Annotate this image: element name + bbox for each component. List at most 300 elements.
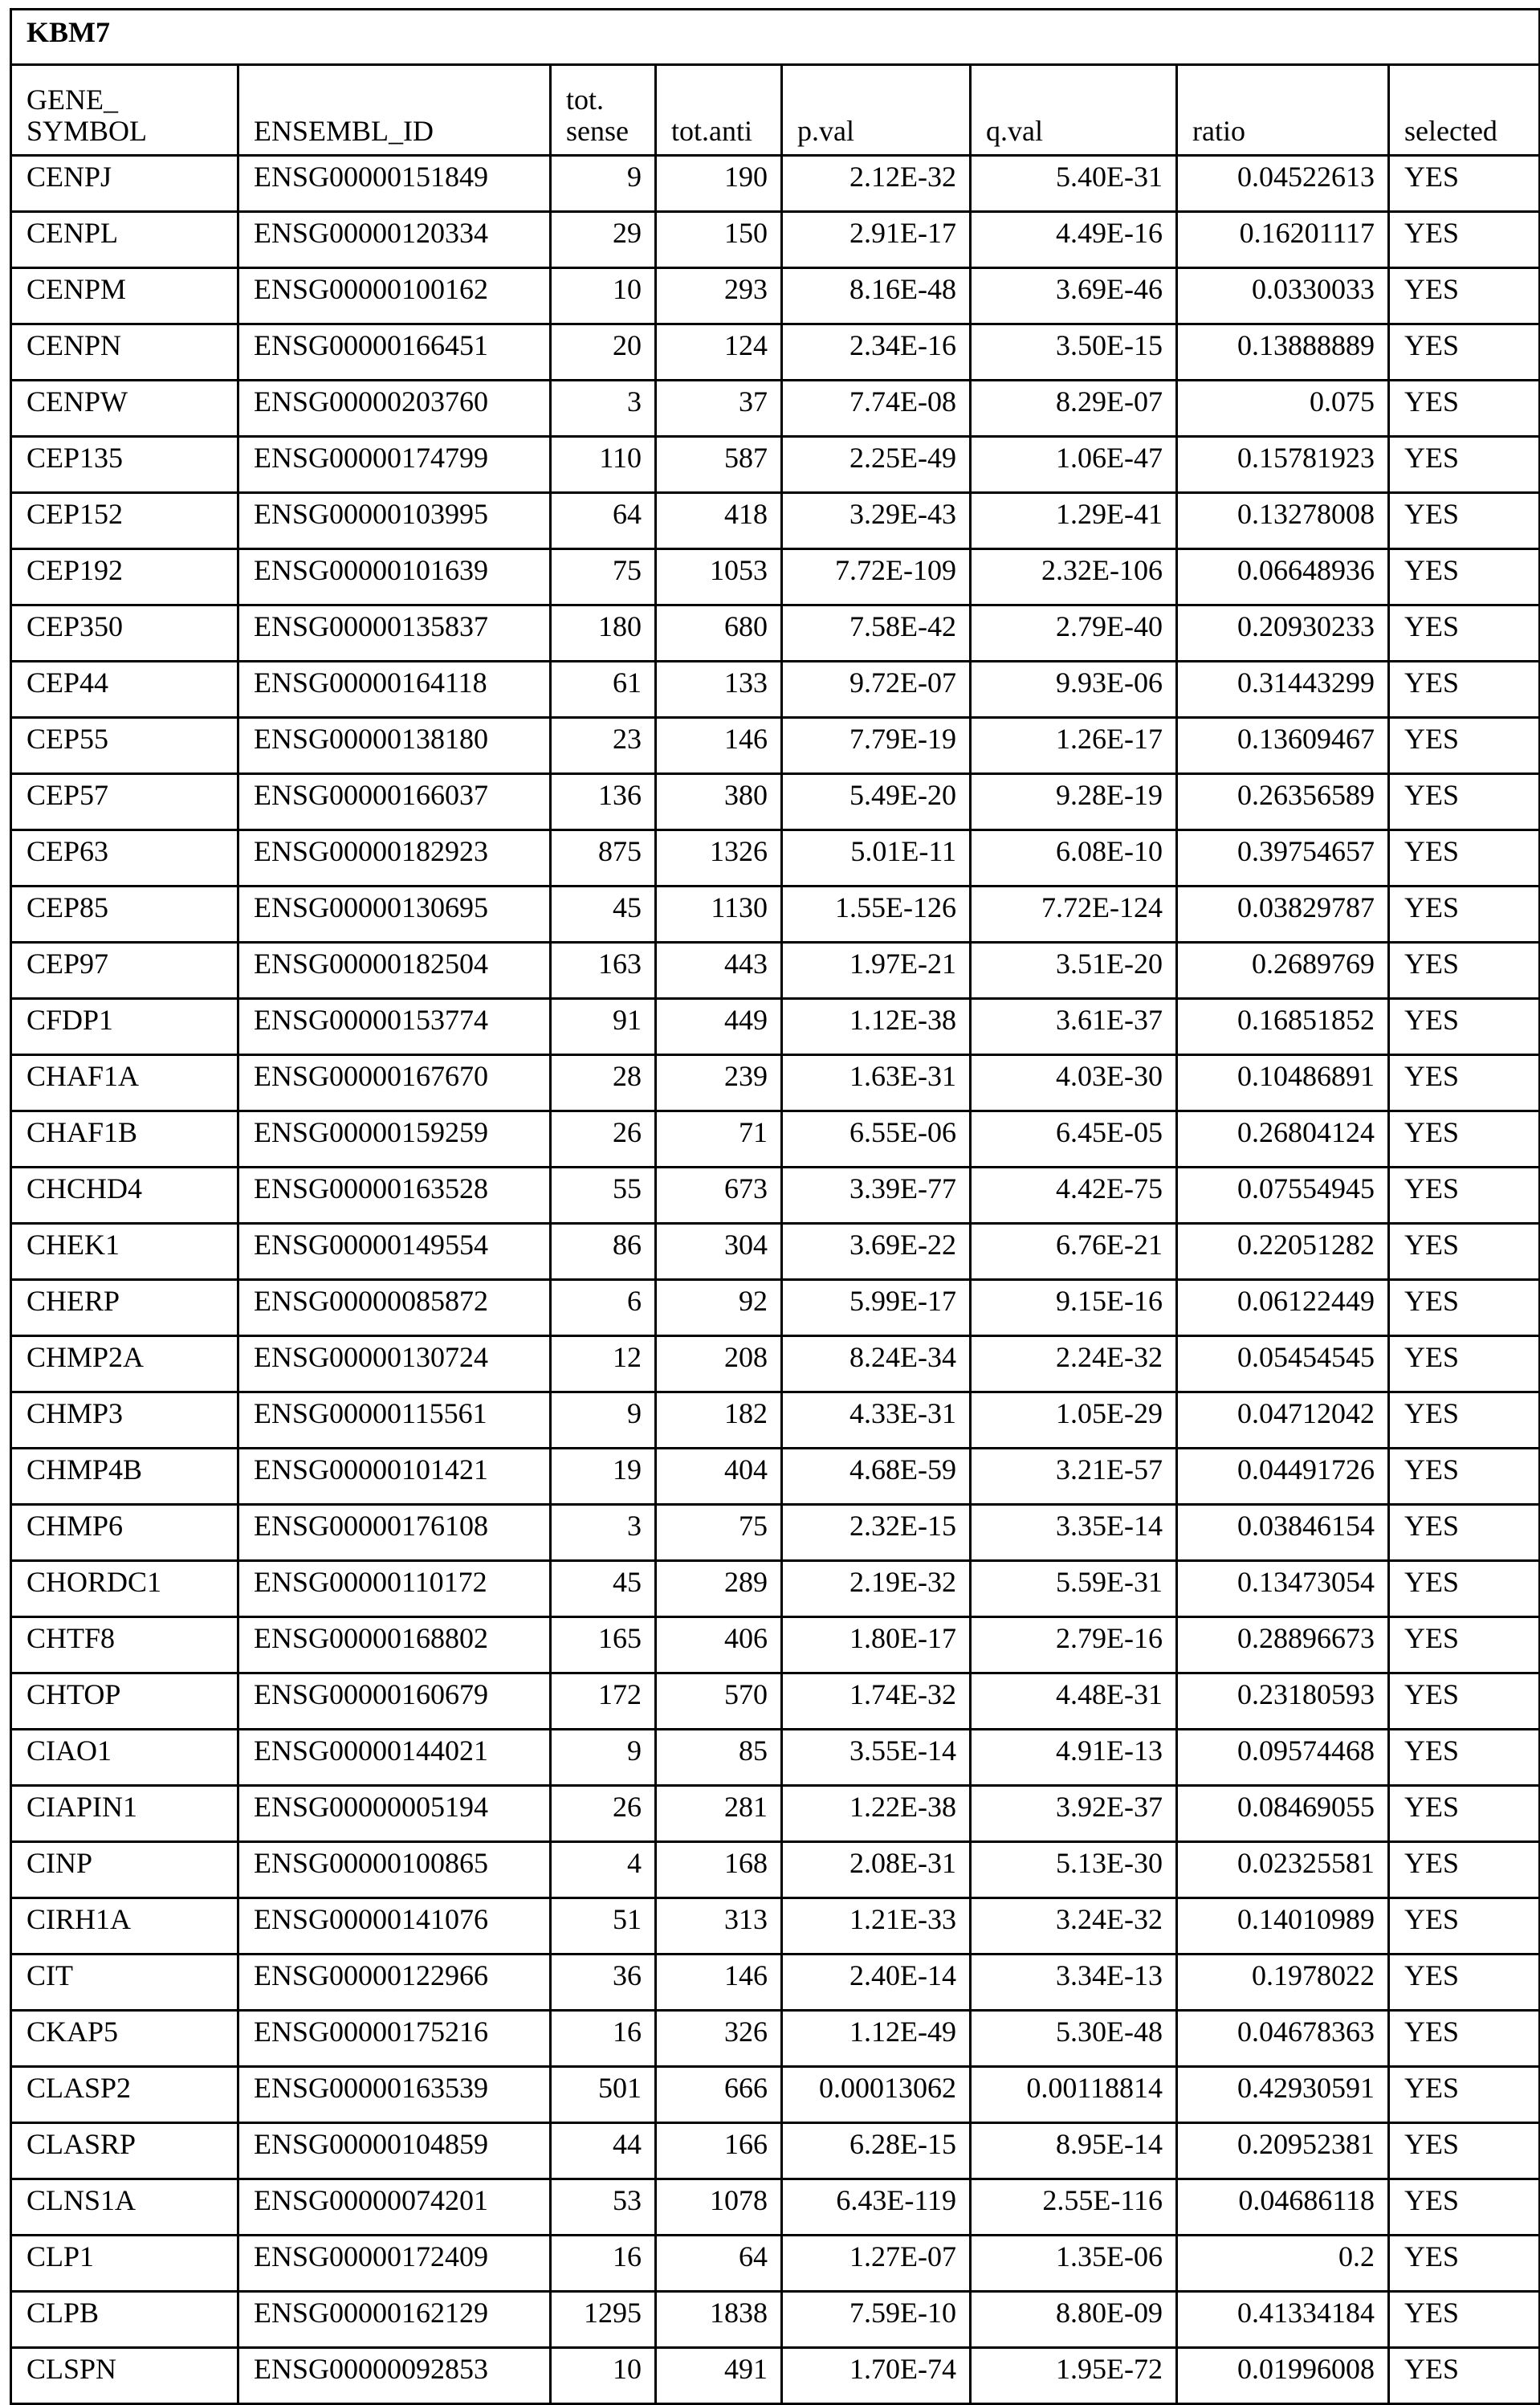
cell-p-val: 6.43E-119	[782, 2179, 971, 2236]
cell-ratio: 0.06122449	[1177, 1280, 1389, 1336]
column-header-tot-sense: tot. sense	[551, 65, 656, 156]
cell-tot-anti: 313	[656, 1898, 782, 1955]
cell-tot-anti: 491	[656, 2348, 782, 2404]
cell-ratio: 0.13888889	[1177, 324, 1389, 381]
cell-selected: YES	[1389, 1392, 1540, 1449]
cell-p-val: 9.72E-07	[782, 662, 971, 718]
cell-ensembl-id: ENSG00000100162	[238, 268, 551, 324]
cell-q-val: 3.51E-20	[971, 943, 1177, 999]
cell-tot-anti: 146	[656, 1955, 782, 2011]
cell-p-val: 2.32E-15	[782, 1505, 971, 1561]
cell-tot-sense: 163	[551, 943, 656, 999]
table-row	[11, 381, 1540, 437]
cell-tot-sense: 75	[551, 549, 656, 605]
cell-tot-sense: 136	[551, 774, 656, 830]
cell-selected: YES	[1389, 1111, 1540, 1168]
cell-p-val: 7.74E-08	[782, 381, 971, 437]
cell-selected: YES	[1389, 2123, 1540, 2179]
cell-ratio: 0.1978022	[1177, 1955, 1389, 2011]
cell-gene-symbol: CHORDC1	[11, 1561, 238, 1617]
cell-p-val: 4.68E-59	[782, 1449, 971, 1505]
cell-ensembl-id: ENSG00000101421	[238, 1449, 551, 1505]
cell-ratio: 0.2689769	[1177, 943, 1389, 999]
cell-ensembl-id: ENSG00000141076	[238, 1898, 551, 1955]
cell-ensembl-id: ENSG00000174799	[238, 437, 551, 493]
table-row	[11, 1224, 1540, 1280]
cell-gene-symbol: CEP97	[11, 943, 238, 999]
cell-p-val: 1.55E-126	[782, 887, 971, 943]
cell-tot-anti: 304	[656, 1224, 782, 1280]
cell-selected: YES	[1389, 1955, 1540, 2011]
cell-tot-sense: 12	[551, 1336, 656, 1392]
cell-tot-anti: 37	[656, 381, 782, 437]
table-row	[11, 830, 1540, 887]
cell-selected: YES	[1389, 1673, 1540, 1730]
cell-selected: YES	[1389, 1561, 1540, 1617]
cell-q-val: 4.48E-31	[971, 1673, 1177, 1730]
cell-ratio: 0.04522613	[1177, 156, 1389, 212]
cell-ratio: 0.15781923	[1177, 437, 1389, 493]
cell-selected: YES	[1389, 718, 1540, 774]
cell-ratio: 0.26356589	[1177, 774, 1389, 830]
cell-ensembl-id: ENSG00000166037	[238, 774, 551, 830]
cell-tot-anti: 133	[656, 662, 782, 718]
cell-selected: YES	[1389, 662, 1540, 718]
cell-ratio: 0.04678363	[1177, 2011, 1389, 2067]
cell-gene-symbol: CEP55	[11, 718, 238, 774]
cell-selected: YES	[1389, 999, 1540, 1055]
cell-q-val: 9.93E-06	[971, 662, 1177, 718]
cell-selected: YES	[1389, 1055, 1540, 1111]
cell-q-val: 5.30E-48	[971, 2011, 1177, 2067]
cell-ratio: 0.13473054	[1177, 1561, 1389, 1617]
cell-tot-sense: 16	[551, 2011, 656, 2067]
cell-q-val: 3.35E-14	[971, 1505, 1177, 1561]
cell-selected: YES	[1389, 1336, 1540, 1392]
cell-tot-sense: 51	[551, 1898, 656, 1955]
cell-p-val: 1.12E-49	[782, 2011, 971, 2067]
cell-tot-sense: 61	[551, 662, 656, 718]
cell-ensembl-id: ENSG00000168802	[238, 1617, 551, 1673]
cell-p-val: 3.29E-43	[782, 493, 971, 549]
cell-ratio: 0.075	[1177, 381, 1389, 437]
cell-tot-sense: 501	[551, 2067, 656, 2123]
cell-q-val: 0.00118814	[971, 2067, 1177, 2123]
cell-tot-sense: 3	[551, 381, 656, 437]
table-row	[11, 1730, 1540, 1786]
table-row	[11, 774, 1540, 830]
cell-selected: YES	[1389, 268, 1540, 324]
cell-ratio: 0.09574468	[1177, 1730, 1389, 1786]
cell-q-val: 3.34E-13	[971, 1955, 1177, 2011]
cell-p-val: 2.25E-49	[782, 437, 971, 493]
cell-selected: YES	[1389, 1730, 1540, 1786]
cell-p-val: 1.21E-33	[782, 1898, 971, 1955]
cell-tot-sense: 26	[551, 1111, 656, 1168]
cell-ensembl-id: ENSG00000138180	[238, 718, 551, 774]
cell-ensembl-id: ENSG00000005194	[238, 1786, 551, 1842]
cell-tot-sense: 6	[551, 1280, 656, 1336]
cell-gene-symbol: CIT	[11, 1955, 238, 2011]
cell-p-val: 1.70E-74	[782, 2348, 971, 2404]
cell-ensembl-id: ENSG00000176108	[238, 1505, 551, 1561]
cell-ensembl-id: ENSG00000166451	[238, 324, 551, 381]
cell-tot-anti: 289	[656, 1561, 782, 1617]
table-row	[11, 1392, 1540, 1449]
cell-selected: YES	[1389, 943, 1540, 999]
cell-q-val: 4.91E-13	[971, 1730, 1177, 1786]
cell-ratio: 0.13278008	[1177, 493, 1389, 549]
table-row	[11, 1505, 1540, 1561]
cell-p-val: 3.55E-14	[782, 1730, 971, 1786]
cell-q-val: 3.61E-37	[971, 999, 1177, 1055]
cell-gene-symbol: CIAO1	[11, 1730, 238, 1786]
cell-gene-symbol: CEP85	[11, 887, 238, 943]
table-row	[11, 1955, 1540, 2011]
cell-gene-symbol: CEP350	[11, 605, 238, 662]
table-title: KBM7	[11, 10, 1540, 65]
cell-tot-sense: 64	[551, 493, 656, 549]
cell-q-val: 2.32E-106	[971, 549, 1177, 605]
cell-gene-symbol: CEP192	[11, 549, 238, 605]
cell-tot-anti: 71	[656, 1111, 782, 1168]
cell-selected: YES	[1389, 1786, 1540, 1842]
table-row	[11, 1168, 1540, 1224]
cell-tot-anti: 75	[656, 1505, 782, 1561]
cell-selected: YES	[1389, 887, 1540, 943]
cell-ensembl-id: ENSG00000153774	[238, 999, 551, 1055]
cell-q-val: 8.80E-09	[971, 2292, 1177, 2348]
cell-ratio: 0.06648936	[1177, 549, 1389, 605]
cell-ratio: 0.03846154	[1177, 1505, 1389, 1561]
cell-tot-anti: 168	[656, 1842, 782, 1898]
cell-gene-symbol: CHCHD4	[11, 1168, 238, 1224]
cell-gene-symbol: CINP	[11, 1842, 238, 1898]
cell-tot-anti: 293	[656, 268, 782, 324]
cell-p-val: 2.08E-31	[782, 1842, 971, 1898]
table-row	[11, 662, 1540, 718]
cell-ratio: 0.13609467	[1177, 718, 1389, 774]
cell-ensembl-id: ENSG00000167670	[238, 1055, 551, 1111]
cell-q-val: 5.40E-31	[971, 156, 1177, 212]
table-row	[11, 1055, 1540, 1111]
cell-p-val: 8.16E-48	[782, 268, 971, 324]
cell-ratio: 0.01996008	[1177, 2348, 1389, 2404]
cell-selected: YES	[1389, 437, 1540, 493]
cell-selected: YES	[1389, 493, 1540, 549]
table-row	[11, 156, 1540, 212]
cell-selected: YES	[1389, 1842, 1540, 1898]
cell-ratio: 0.16201117	[1177, 212, 1389, 268]
cell-selected: YES	[1389, 2348, 1540, 2404]
cell-tot-sense: 53	[551, 2179, 656, 2236]
cell-tot-sense: 55	[551, 1168, 656, 1224]
cell-tot-sense: 3	[551, 1505, 656, 1561]
table-row	[11, 324, 1540, 381]
cell-p-val: 1.63E-31	[782, 1055, 971, 1111]
cell-ensembl-id: ENSG00000074201	[238, 2179, 551, 2236]
cell-tot-sense: 180	[551, 605, 656, 662]
cell-ensembl-id: ENSG00000110172	[238, 1561, 551, 1617]
cell-tot-sense: 20	[551, 324, 656, 381]
cell-tot-anti: 680	[656, 605, 782, 662]
cell-tot-sense: 4	[551, 1842, 656, 1898]
cell-tot-sense: 165	[551, 1617, 656, 1673]
cell-q-val: 3.69E-46	[971, 268, 1177, 324]
table-row	[11, 943, 1540, 999]
cell-p-val: 5.49E-20	[782, 774, 971, 830]
kbm7-gene-table	[10, 8, 1540, 2405]
cell-tot-sense: 875	[551, 830, 656, 887]
cell-ratio: 0.23180593	[1177, 1673, 1389, 1730]
cell-gene-symbol: CLASRP	[11, 2123, 238, 2179]
cell-tot-anti: 239	[656, 1055, 782, 1111]
cell-tot-anti: 92	[656, 1280, 782, 1336]
cell-tot-sense: 36	[551, 1955, 656, 2011]
cell-ensembl-id: ENSG00000162129	[238, 2292, 551, 2348]
cell-tot-anti: 406	[656, 1617, 782, 1673]
cell-p-val: 7.58E-42	[782, 605, 971, 662]
cell-tot-anti: 85	[656, 1730, 782, 1786]
cell-gene-symbol: CENPW	[11, 381, 238, 437]
cell-p-val: 4.33E-31	[782, 1392, 971, 1449]
cell-p-val: 1.97E-21	[782, 943, 971, 999]
column-header-q-val: q.val	[971, 65, 1177, 156]
cell-q-val: 8.95E-14	[971, 2123, 1177, 2179]
cell-q-val: 3.21E-57	[971, 1449, 1177, 1505]
table-row	[11, 2011, 1540, 2067]
cell-p-val: 2.12E-32	[782, 156, 971, 212]
cell-p-val: 6.55E-06	[782, 1111, 971, 1168]
cell-tot-anti: 404	[656, 1449, 782, 1505]
cell-tot-sense: 45	[551, 1561, 656, 1617]
table-row	[11, 999, 1540, 1055]
cell-gene-symbol: CEP135	[11, 437, 238, 493]
cell-tot-anti: 1078	[656, 2179, 782, 2236]
cell-ratio: 0.31443299	[1177, 662, 1389, 718]
cell-selected: YES	[1389, 2179, 1540, 2236]
table-row	[11, 1898, 1540, 1955]
table-row	[11, 493, 1540, 549]
cell-q-val: 1.29E-41	[971, 493, 1177, 549]
cell-ratio: 0.07554945	[1177, 1168, 1389, 1224]
cell-q-val: 5.59E-31	[971, 1561, 1177, 1617]
table-row	[11, 268, 1540, 324]
cell-p-val: 3.39E-77	[782, 1168, 971, 1224]
cell-tot-anti: 1053	[656, 549, 782, 605]
cell-gene-symbol: CHMP3	[11, 1392, 238, 1449]
cell-selected: YES	[1389, 1617, 1540, 1673]
cell-q-val: 2.24E-32	[971, 1336, 1177, 1392]
cell-q-val: 3.92E-37	[971, 1786, 1177, 1842]
cell-q-val: 8.29E-07	[971, 381, 1177, 437]
cell-selected: YES	[1389, 212, 1540, 268]
cell-gene-symbol: CENPN	[11, 324, 238, 381]
cell-ensembl-id: ENSG00000175216	[238, 2011, 551, 2067]
cell-q-val: 2.55E-116	[971, 2179, 1177, 2236]
cell-gene-symbol: CLSPN	[11, 2348, 238, 2404]
cell-ratio: 0.16851852	[1177, 999, 1389, 1055]
table-row	[11, 549, 1540, 605]
cell-gene-symbol: CHTOP	[11, 1673, 238, 1730]
cell-tot-anti: 587	[656, 437, 782, 493]
cell-tot-anti: 281	[656, 1786, 782, 1842]
cell-q-val: 1.26E-17	[971, 718, 1177, 774]
cell-selected: YES	[1389, 324, 1540, 381]
cell-tot-sense: 28	[551, 1055, 656, 1111]
table-row	[11, 1617, 1540, 1673]
cell-ratio: 0.08469055	[1177, 1786, 1389, 1842]
cell-p-val: 3.69E-22	[782, 1224, 971, 1280]
cell-tot-anti: 190	[656, 156, 782, 212]
column-header-gene-symbol: GENE_ SYMBOL	[11, 65, 238, 156]
cell-selected: YES	[1389, 1168, 1540, 1224]
cell-tot-anti: 146	[656, 718, 782, 774]
table-row	[11, 1673, 1540, 1730]
cell-selected: YES	[1389, 1505, 1540, 1561]
cell-q-val: 1.35E-06	[971, 2236, 1177, 2292]
cell-ratio: 0.0330033	[1177, 268, 1389, 324]
cell-tot-sense: 10	[551, 268, 656, 324]
cell-gene-symbol: CENPM	[11, 268, 238, 324]
cell-ensembl-id: ENSG00000135837	[238, 605, 551, 662]
cell-selected: YES	[1389, 774, 1540, 830]
cell-ensembl-id: ENSG00000085872	[238, 1280, 551, 1336]
cell-ensembl-id: ENSG00000149554	[238, 1224, 551, 1280]
table-row	[11, 2292, 1540, 2348]
cell-gene-symbol: CENPJ	[11, 156, 238, 212]
cell-q-val: 6.76E-21	[971, 1224, 1177, 1280]
cell-gene-symbol: CHTF8	[11, 1617, 238, 1673]
cell-ratio: 0.02325581	[1177, 1842, 1389, 1898]
cell-tot-anti: 1838	[656, 2292, 782, 2348]
cell-gene-symbol: CHMP6	[11, 1505, 238, 1561]
cell-ensembl-id: ENSG00000130695	[238, 887, 551, 943]
table-row	[11, 2123, 1540, 2179]
cell-ratio: 0.14010989	[1177, 1898, 1389, 1955]
cell-gene-symbol: CIRH1A	[11, 1898, 238, 1955]
cell-ensembl-id: ENSG00000151849	[238, 156, 551, 212]
cell-q-val: 1.05E-29	[971, 1392, 1177, 1449]
cell-q-val: 9.15E-16	[971, 1280, 1177, 1336]
cell-ensembl-id: ENSG00000160679	[238, 1673, 551, 1730]
cell-p-val: 8.24E-34	[782, 1336, 971, 1392]
cell-tot-sense: 29	[551, 212, 656, 268]
cell-tot-sense: 10	[551, 2348, 656, 2404]
cell-tot-anti: 208	[656, 1336, 782, 1392]
cell-selected: YES	[1389, 549, 1540, 605]
cell-q-val: 4.03E-30	[971, 1055, 1177, 1111]
cell-ratio: 0.2	[1177, 2236, 1389, 2292]
cell-ensembl-id: ENSG00000104859	[238, 2123, 551, 2179]
cell-tot-anti: 380	[656, 774, 782, 830]
cell-ratio: 0.04712042	[1177, 1392, 1389, 1449]
cell-ratio: 0.39754657	[1177, 830, 1389, 887]
cell-tot-sense: 26	[551, 1786, 656, 1842]
cell-gene-symbol: CHMP2A	[11, 1336, 238, 1392]
cell-gene-symbol: CHAF1B	[11, 1111, 238, 1168]
cell-ratio: 0.03829787	[1177, 887, 1389, 943]
cell-tot-sense: 44	[551, 2123, 656, 2179]
cell-ensembl-id: ENSG00000101639	[238, 549, 551, 605]
cell-tot-sense: 172	[551, 1673, 656, 1730]
cell-p-val: 2.34E-16	[782, 324, 971, 381]
cell-q-val: 2.79E-16	[971, 1617, 1177, 1673]
table-title-row	[11, 10, 1540, 65]
cell-p-val: 2.91E-17	[782, 212, 971, 268]
table-header-row	[11, 65, 1540, 156]
cell-q-val: 5.13E-30	[971, 1842, 1177, 1898]
cell-tot-sense: 19	[551, 1449, 656, 1505]
cell-p-val: 2.19E-32	[782, 1561, 971, 1617]
cell-p-val: 1.27E-07	[782, 2236, 971, 2292]
cell-p-val: 5.99E-17	[782, 1280, 971, 1336]
cell-ensembl-id: ENSG00000115561	[238, 1392, 551, 1449]
cell-ensembl-id: ENSG00000172409	[238, 2236, 551, 2292]
cell-tot-sense: 16	[551, 2236, 656, 2292]
cell-tot-anti: 64	[656, 2236, 782, 2292]
cell-gene-symbol: CKAP5	[11, 2011, 238, 2067]
cell-gene-symbol: CHAF1A	[11, 1055, 238, 1111]
cell-gene-symbol: CEP152	[11, 493, 238, 549]
cell-ratio: 0.42930591	[1177, 2067, 1389, 2123]
cell-p-val: 6.28E-15	[782, 2123, 971, 2179]
table-row	[11, 1786, 1540, 1842]
cell-ratio: 0.05454545	[1177, 1336, 1389, 1392]
cell-gene-symbol: CIAPIN1	[11, 1786, 238, 1842]
cell-p-val: 2.40E-14	[782, 1955, 971, 2011]
cell-gene-symbol: CENPL	[11, 212, 238, 268]
cell-gene-symbol: CEP44	[11, 662, 238, 718]
cell-tot-sense: 9	[551, 1392, 656, 1449]
cell-ensembl-id: ENSG00000100865	[238, 1842, 551, 1898]
cell-q-val: 1.06E-47	[971, 437, 1177, 493]
cell-p-val: 0.00013062	[782, 2067, 971, 2123]
cell-tot-anti: 418	[656, 493, 782, 549]
cell-ensembl-id: ENSG00000203760	[238, 381, 551, 437]
cell-tot-anti: 1326	[656, 830, 782, 887]
cell-p-val: 7.79E-19	[782, 718, 971, 774]
cell-selected: YES	[1389, 2011, 1540, 2067]
table-row	[11, 1449, 1540, 1505]
cell-gene-symbol: CHERP	[11, 1280, 238, 1336]
cell-gene-symbol: CLP1	[11, 2236, 238, 2292]
table-row	[11, 2179, 1540, 2236]
column-header-selected: selected	[1389, 65, 1540, 156]
cell-tot-anti: 124	[656, 324, 782, 381]
table-row	[11, 1561, 1540, 1617]
cell-ratio: 0.26804124	[1177, 1111, 1389, 1168]
cell-selected: YES	[1389, 2292, 1540, 2348]
cell-ensembl-id: ENSG00000163528	[238, 1168, 551, 1224]
cell-tot-anti: 150	[656, 212, 782, 268]
cell-tot-anti: 1130	[656, 887, 782, 943]
table-row	[11, 437, 1540, 493]
table-row	[11, 1842, 1540, 1898]
table-row	[11, 212, 1540, 268]
cell-q-val: 9.28E-19	[971, 774, 1177, 830]
cell-ratio: 0.04686118	[1177, 2179, 1389, 2236]
cell-gene-symbol: CLASP2	[11, 2067, 238, 2123]
cell-gene-symbol: CLPB	[11, 2292, 238, 2348]
cell-tot-anti: 166	[656, 2123, 782, 2179]
cell-ensembl-id: ENSG00000163539	[238, 2067, 551, 2123]
cell-ratio: 0.22051282	[1177, 1224, 1389, 1280]
cell-selected: YES	[1389, 605, 1540, 662]
cell-tot-anti: 326	[656, 2011, 782, 2067]
cell-q-val: 6.08E-10	[971, 830, 1177, 887]
table-row	[11, 1111, 1540, 1168]
